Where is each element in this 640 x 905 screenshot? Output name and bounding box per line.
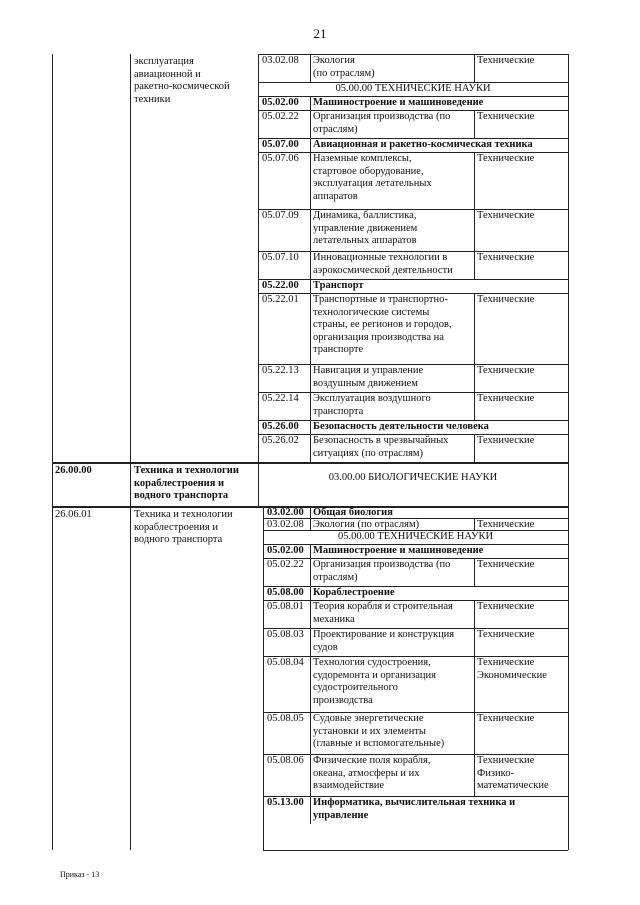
section-header: 05.00.00 ТЕХНИЧЕСКИЕ НАУКИ bbox=[335, 83, 491, 94]
column-rule bbox=[310, 138, 311, 152]
column-rule bbox=[474, 600, 475, 628]
table-border-left bbox=[52, 462, 53, 506]
column-rule bbox=[310, 628, 311, 656]
specialty-code: 05.22.01 bbox=[262, 294, 299, 305]
specialty-name: аппаратов bbox=[313, 190, 358, 202]
column-rule bbox=[310, 544, 311, 558]
column-rule bbox=[310, 420, 311, 434]
column-rule bbox=[310, 152, 311, 209]
column-rule bbox=[474, 293, 475, 364]
program-name: кораблестроения и bbox=[134, 521, 218, 533]
specialty-name: Динамика, баллистика, bbox=[313, 210, 417, 221]
group-code: 26.00.00 bbox=[55, 465, 92, 476]
specialty-code: 05.22.14 bbox=[262, 393, 299, 404]
science-branch: Технические bbox=[477, 210, 535, 221]
specialty-name: производства bbox=[313, 694, 373, 706]
specialty-name: ситуациях (по отраслям) bbox=[313, 447, 424, 459]
specialty-name: Экология bbox=[313, 55, 355, 66]
column-rule bbox=[474, 558, 475, 586]
specialty-name: (по отраслям) bbox=[313, 67, 375, 79]
specialty-name: Физические поля корабля, bbox=[313, 755, 431, 766]
specialty-name: (главные и вспомогательные) bbox=[313, 738, 445, 750]
section-header: 03.00.00 БИОЛОГИЧЕСКИЕ НАУКИ bbox=[328, 472, 498, 483]
specialty-name: аэрокосмической деятельности bbox=[313, 264, 453, 276]
column-rule bbox=[310, 209, 311, 251]
specialty-name: судов bbox=[313, 641, 338, 653]
column-rule bbox=[474, 656, 475, 712]
science-branch: Технические bbox=[477, 252, 535, 263]
column-rule bbox=[310, 96, 311, 110]
column-rule bbox=[474, 364, 475, 392]
specialty-name: транспорта bbox=[313, 405, 364, 417]
column-rule bbox=[310, 506, 311, 518]
specialty-name: Проектирование и конструкция bbox=[313, 629, 455, 640]
column-rule bbox=[310, 279, 311, 293]
specialty-code: 05.08.05 bbox=[267, 713, 304, 724]
row-divider bbox=[263, 850, 568, 851]
specialty-code: 05.02.22 bbox=[267, 559, 304, 570]
specialty-name: Теория корабля и строительная bbox=[313, 601, 453, 612]
specialty-name: Судовые энергетические bbox=[313, 713, 424, 724]
column-rule bbox=[474, 251, 475, 279]
column-rule bbox=[310, 293, 311, 364]
specialty-code: 05.08.01 bbox=[267, 601, 304, 612]
column-rule bbox=[474, 754, 475, 796]
column-rule bbox=[310, 392, 311, 420]
table-border-left bbox=[52, 506, 53, 850]
specialty-name: механика bbox=[313, 613, 355, 625]
program-name: Техника и технологии bbox=[134, 509, 233, 520]
specialty-name: отраслям) bbox=[313, 123, 358, 135]
specialty-name: стартовое оборудование, bbox=[313, 165, 424, 177]
specialty-name: Организация производства (по bbox=[313, 559, 451, 570]
specialty-name: отраслям) bbox=[313, 571, 358, 583]
footer-order-label: Приказ - 13 bbox=[60, 870, 100, 879]
column-rule bbox=[310, 600, 311, 628]
specialty-code: 05.02.00 bbox=[262, 97, 299, 108]
specialty-code: 05.22.13 bbox=[262, 365, 299, 376]
group-name: Техника и технологии bbox=[134, 465, 239, 476]
specialty-group-name: Общая биология bbox=[313, 507, 393, 518]
column-rule bbox=[310, 586, 311, 600]
table-border-right bbox=[568, 54, 569, 462]
science-branch: Физико- bbox=[477, 767, 514, 779]
specialty-group-name: Кораблестроение bbox=[313, 587, 395, 598]
row-divider bbox=[258, 279, 568, 280]
column-rule bbox=[310, 518, 311, 530]
science-branch: Технические bbox=[477, 55, 535, 66]
column-rule bbox=[310, 558, 311, 586]
column-rule bbox=[310, 110, 311, 138]
specialty-code: 05.08.03 bbox=[267, 629, 304, 640]
specialty-name: судоремонта и организация bbox=[313, 669, 436, 681]
column-rule bbox=[310, 754, 311, 796]
specialty-group-name: Машиностроение и машиноведение bbox=[313, 97, 484, 108]
program-name-continued: авиационной и bbox=[134, 68, 201, 80]
specialty-name: установки и их элементы bbox=[313, 725, 426, 737]
column-rule bbox=[474, 54, 475, 82]
column-rule bbox=[474, 712, 475, 754]
table-border-right bbox=[568, 506, 569, 850]
specialty-name: Организация производства (по bbox=[313, 111, 451, 122]
specialty-code: 05.08.04 bbox=[267, 657, 304, 668]
column-rule bbox=[310, 251, 311, 279]
specialty-code: 03.02.08 bbox=[262, 55, 299, 66]
science-branch: Технические bbox=[477, 519, 535, 530]
specialty-name: Эксплуатация воздушного bbox=[313, 393, 431, 404]
science-branch: Экономические bbox=[477, 669, 547, 681]
row-divider bbox=[263, 506, 568, 507]
row-divider bbox=[263, 586, 568, 587]
column-rule bbox=[130, 462, 131, 506]
table-border-right bbox=[568, 462, 569, 506]
column-rule bbox=[474, 110, 475, 138]
specialty-name: летательных аппаратов bbox=[313, 235, 417, 247]
specialty-code: 05.07.00 bbox=[262, 139, 299, 150]
science-branch: Технические bbox=[477, 559, 535, 570]
column-rule bbox=[310, 54, 311, 82]
section-header: 05.00.00 ТЕХНИЧЕСКИЕ НАУКИ bbox=[337, 531, 494, 542]
specialty-name: взаимодействие bbox=[313, 780, 385, 792]
column-rule bbox=[130, 506, 131, 850]
science-branch: Технические bbox=[477, 153, 535, 164]
specialty-name: эксплуатация летательных bbox=[313, 178, 432, 190]
column-rule bbox=[258, 54, 259, 462]
specialty-code: 05.13.00 bbox=[267, 797, 304, 808]
specialty-group-name: Информатика, вычислительная техника и bbox=[313, 797, 516, 808]
specialty-name: организация производства на bbox=[313, 331, 444, 343]
column-rule bbox=[310, 656, 311, 712]
specialty-name: судостроительного bbox=[313, 682, 398, 694]
page-number: 21 bbox=[313, 26, 327, 41]
science-branch: Технические bbox=[477, 657, 535, 668]
column-rule bbox=[474, 518, 475, 530]
specialty-name: транспорте bbox=[313, 344, 364, 356]
specialty-name: океана, атмосферы и их bbox=[313, 767, 420, 779]
column-rule bbox=[474, 392, 475, 420]
specialty-code: 03.02.08 bbox=[267, 519, 304, 530]
specialty-name: Безопасность в чрезвычайных bbox=[313, 435, 449, 446]
specialty-code: 05.07.09 bbox=[262, 210, 299, 221]
specialty-group-name: Авиационная и ракетно-космическая техника bbox=[313, 139, 533, 150]
science-branch: Технические bbox=[477, 755, 535, 766]
science-branch: математические bbox=[477, 780, 549, 792]
column-rule bbox=[310, 712, 311, 754]
program-code: 26.06.01 bbox=[55, 509, 92, 520]
specialty-code: 05.26.02 bbox=[262, 435, 299, 446]
column-rule bbox=[130, 54, 131, 462]
specialty-code: 05.26.00 bbox=[262, 421, 299, 432]
column-rule bbox=[474, 209, 475, 251]
column-rule bbox=[474, 434, 475, 462]
specialty-name: Транспортные и транспортно- bbox=[313, 294, 448, 305]
specialty-name: страны, ее регионов и городов, bbox=[313, 319, 452, 331]
program-name-continued: техники bbox=[134, 93, 171, 105]
specialty-code: 05.02.00 bbox=[267, 545, 304, 556]
specialty-code: 05.08.00 bbox=[267, 587, 304, 598]
specialty-code: 03.02.00 bbox=[267, 507, 304, 518]
program-name-continued: ракетно-космической bbox=[134, 81, 230, 93]
column-rule bbox=[310, 364, 311, 392]
table-border-left bbox=[52, 54, 53, 462]
column-rule bbox=[474, 628, 475, 656]
specialty-name: технологические системы bbox=[313, 306, 430, 318]
science-branch: Технические bbox=[477, 435, 535, 446]
science-branch: Технические bbox=[477, 713, 535, 724]
specialty-name: воздушным движением bbox=[313, 377, 418, 389]
specialty-name: Навигация и управление bbox=[313, 365, 424, 376]
specialty-code: 05.08.06 bbox=[267, 755, 304, 766]
specialty-group-name: управление bbox=[313, 809, 369, 821]
specialty-name: Технология судостроения, bbox=[313, 657, 431, 668]
column-rule bbox=[310, 434, 311, 462]
specialty-name: Наземные комплексы, bbox=[313, 153, 412, 164]
column-rule bbox=[310, 796, 311, 824]
specialty-code: 05.07.06 bbox=[262, 153, 299, 164]
specialty-name: Экология (по отраслям) bbox=[313, 519, 420, 530]
specialty-code: 05.02.22 bbox=[262, 111, 299, 122]
science-branch: Технические bbox=[477, 393, 535, 404]
column-rule bbox=[474, 152, 475, 209]
specialty-group-name: Машиностроение и машиноведение bbox=[313, 545, 484, 556]
program-name-continued: эксплуатация bbox=[134, 56, 194, 67]
specialty-group-name: Транспорт bbox=[313, 280, 364, 291]
science-branch: Технические bbox=[477, 629, 535, 640]
specialty-code: 05.07.10 bbox=[262, 252, 299, 263]
science-branch: Технические bbox=[477, 294, 535, 305]
program-name: водного транспорта bbox=[134, 534, 223, 546]
group-name: водного транспорта bbox=[134, 490, 229, 502]
specialty-name: управление движением bbox=[313, 222, 418, 234]
specialty-name: Инновационные технологии в bbox=[313, 252, 448, 263]
specialty-group-name: Безопасность деятельности человека bbox=[313, 421, 489, 432]
science-branch: Технические bbox=[477, 365, 535, 376]
group-name: кораблестроения и bbox=[134, 477, 225, 489]
science-branch: Технические bbox=[477, 111, 535, 122]
specialty-code: 05.22.00 bbox=[262, 280, 299, 291]
science-branch: Технические bbox=[477, 601, 535, 612]
